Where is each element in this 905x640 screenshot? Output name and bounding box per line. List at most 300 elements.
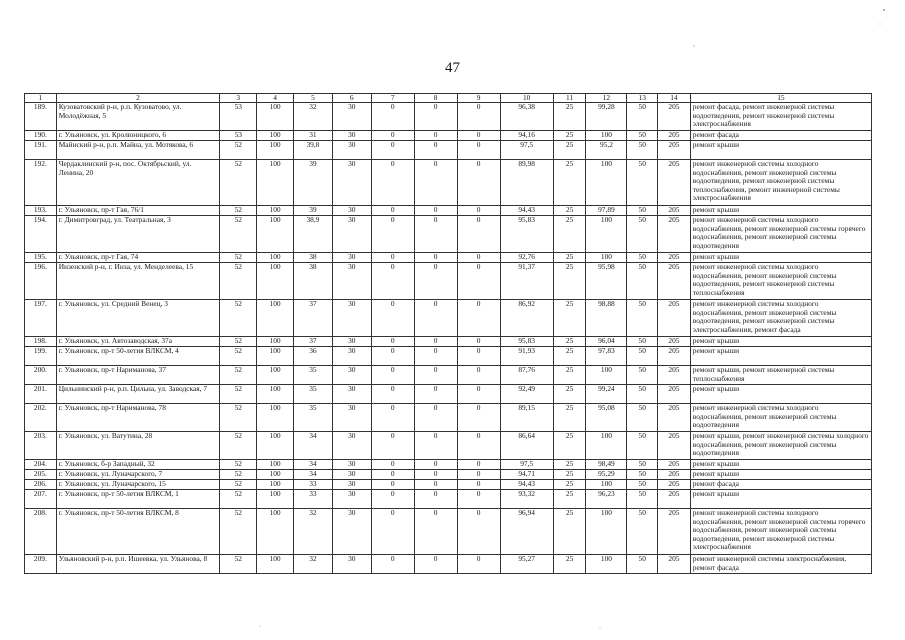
col-9-value: 0 xyxy=(457,216,500,253)
col-3-value: 52 xyxy=(220,480,257,490)
col-3-value: 52 xyxy=(220,206,257,216)
table-row xyxy=(25,432,872,460)
col-6-value: 30 xyxy=(332,432,371,460)
address: г. Ульяновск, пр-т Нариманова, 78 xyxy=(56,404,220,432)
col-7-value: 0 xyxy=(371,160,414,206)
col-5-value: 39 xyxy=(293,206,332,216)
row-number: 197. xyxy=(25,300,57,337)
col-9-value: 0 xyxy=(457,160,500,206)
table-row xyxy=(25,460,872,470)
col-11-value: 25 xyxy=(553,460,586,470)
col-3-value: 52 xyxy=(220,460,257,470)
col-header-3: 3 xyxy=(220,94,257,103)
table-row xyxy=(25,131,872,141)
col-10-value: 92,49 xyxy=(500,385,553,404)
col-10-value: 91,93 xyxy=(500,347,553,366)
col-7-value: 0 xyxy=(371,131,414,141)
col-3-value: 52 xyxy=(220,385,257,404)
col-9-value: 0 xyxy=(457,263,500,300)
repair-works: ремонт инженерной системы электроснабжения, ремонт фасада xyxy=(690,555,871,574)
col-12-value: 100 xyxy=(586,253,627,263)
col-14-value: 205 xyxy=(658,555,691,574)
table-row xyxy=(25,141,872,160)
col-14-value: 205 xyxy=(658,480,691,490)
col-8-value: 0 xyxy=(414,160,457,206)
col-13-value: 50 xyxy=(627,263,658,300)
col-8-value: 0 xyxy=(414,385,457,404)
table-row xyxy=(25,385,872,404)
col-8-value: 0 xyxy=(414,141,457,160)
col-4-value: 100 xyxy=(257,480,294,490)
repair-works: ремонт фасада, ремонт инженерной системы водоотведения, ремонт инженерной системы электроснабжения xyxy=(690,103,871,131)
col-7-value: 0 xyxy=(371,253,414,263)
col-11-value: 25 xyxy=(553,509,586,555)
col-10-value: 89,15 xyxy=(500,404,553,432)
col-12-value: 100 xyxy=(586,480,627,490)
col-13-value: 50 xyxy=(627,300,658,337)
address: г. Ульяновск, ул. Средний Венец, 3 xyxy=(56,300,220,337)
address: Инзенский р-н, г. Инза, ул. Менделеева, 15 xyxy=(56,263,220,300)
col-6-value: 30 xyxy=(332,490,371,509)
col-14-value: 205 xyxy=(658,490,691,509)
col-10-value: 92,76 xyxy=(500,253,553,263)
col-8-value: 0 xyxy=(414,103,457,131)
col-header-15: 15 xyxy=(690,94,871,103)
col-12-value: 96,23 xyxy=(586,490,627,509)
col-11-value: 25 xyxy=(553,216,586,253)
col-9-value: 0 xyxy=(457,103,500,131)
col-4-value: 100 xyxy=(257,404,294,432)
col-6-value: 30 xyxy=(332,555,371,574)
repair-works: ремонт крыши xyxy=(690,337,871,347)
row-number: 190. xyxy=(25,131,57,141)
col-14-value: 205 xyxy=(658,253,691,263)
col-9-value: 0 xyxy=(457,460,500,470)
col-6-value: 30 xyxy=(332,263,371,300)
col-3-value: 52 xyxy=(220,160,257,206)
col-7-value: 0 xyxy=(371,432,414,460)
col-11-value: 25 xyxy=(553,160,586,206)
col-5-value: 33 xyxy=(293,480,332,490)
col-13-value: 50 xyxy=(627,206,658,216)
row-number: 195. xyxy=(25,253,57,263)
col-4-value: 100 xyxy=(257,460,294,470)
col-13-value: 50 xyxy=(627,253,658,263)
table-row xyxy=(25,555,872,574)
col-8-value: 0 xyxy=(414,555,457,574)
repair-works: ремонт крыши xyxy=(690,490,871,509)
col-11-value: 25 xyxy=(553,131,586,141)
address: г. Ульяновск, пр-т Нариманова, 37 xyxy=(56,366,220,385)
col-4-value: 100 xyxy=(257,337,294,347)
col-13-value: 50 xyxy=(627,490,658,509)
col-11-value: 25 xyxy=(553,555,586,574)
col-5-value: 39,8 xyxy=(293,141,332,160)
col-4-value: 100 xyxy=(257,206,294,216)
col-10-value: 86,92 xyxy=(500,300,553,337)
document-sheet xyxy=(24,93,872,574)
col-4-value: 100 xyxy=(257,366,294,385)
col-12-value: 100 xyxy=(586,366,627,385)
col-13-value: 50 xyxy=(627,160,658,206)
column-number-row xyxy=(25,94,872,103)
col-10-value: 96,38 xyxy=(500,103,553,131)
row-number: 198. xyxy=(25,337,57,347)
page-number: 47 xyxy=(445,60,460,76)
col-13-value: 50 xyxy=(627,141,658,160)
col-9-value: 0 xyxy=(457,480,500,490)
col-6-value: 30 xyxy=(332,460,371,470)
table-row xyxy=(25,300,872,337)
col-14-value: 205 xyxy=(658,131,691,141)
col-6-value: 30 xyxy=(332,206,371,216)
col-10-value: 91,37 xyxy=(500,263,553,300)
col-3-value: 52 xyxy=(220,404,257,432)
col-header-14: 14 xyxy=(658,94,691,103)
row-number: 189. xyxy=(25,103,57,131)
row-number: 193. xyxy=(25,206,57,216)
col-14-value: 205 xyxy=(658,206,691,216)
col-12-value: 98,88 xyxy=(586,300,627,337)
row-number: 194. xyxy=(25,216,57,253)
col-11-value: 25 xyxy=(553,253,586,263)
col-10-value: 97,5 xyxy=(500,141,553,160)
address: Чердаклинский р-н, пос. Октябрьский, ул. Ленина, 20 xyxy=(56,160,220,206)
col-10-value: 93,32 xyxy=(500,490,553,509)
col-6-value: 30 xyxy=(332,366,371,385)
col-12-value: 100 xyxy=(586,216,627,253)
table-row xyxy=(25,347,872,366)
col-header-1: 1 xyxy=(25,94,57,103)
col-10-value: 95,83 xyxy=(500,337,553,347)
col-6-value: 30 xyxy=(332,160,371,206)
col-header-7: 7 xyxy=(371,94,414,103)
col-13-value: 50 xyxy=(627,555,658,574)
col-6-value: 30 xyxy=(332,216,371,253)
col-13-value: 50 xyxy=(627,103,658,131)
col-10-value: 97,5 xyxy=(500,460,553,470)
row-number: 204. xyxy=(25,460,57,470)
col-10-value: 94,71 xyxy=(500,470,553,480)
address: г. Ульяновск, б-р Западный, 32 xyxy=(56,460,220,470)
col-13-value: 50 xyxy=(627,216,658,253)
repair-works: ремонт крыши xyxy=(690,141,871,160)
col-8-value: 0 xyxy=(414,460,457,470)
repair-works: ремонт инженерной системы холодного водоснабжения, ремонт инженерной системы горячего водоснабжения, ремонт инженерной системы водоотведения xyxy=(690,216,871,253)
col-14-value: 205 xyxy=(658,460,691,470)
col-9-value: 0 xyxy=(457,509,500,555)
address: г. Ульяновск, пр-т Гая, 76/1 xyxy=(56,206,220,216)
row-number: 205. xyxy=(25,470,57,480)
col-3-value: 53 xyxy=(220,131,257,141)
table-row xyxy=(25,337,872,347)
col-6-value: 30 xyxy=(332,480,371,490)
repair-works: ремонт крыши xyxy=(690,253,871,263)
col-13-value: 50 xyxy=(627,480,658,490)
col-5-value: 35 xyxy=(293,404,332,432)
col-7-value: 0 xyxy=(371,263,414,300)
col-10-value: 94,43 xyxy=(500,480,553,490)
col-12-value: 95,29 xyxy=(586,470,627,480)
col-9-value: 0 xyxy=(457,366,500,385)
col-12-value: 100 xyxy=(586,432,627,460)
col-14-value: 205 xyxy=(658,141,691,160)
col-5-value: 34 xyxy=(293,432,332,460)
row-number: 207. xyxy=(25,490,57,509)
col-12-value: 100 xyxy=(586,509,627,555)
row-number: 209. xyxy=(25,555,57,574)
col-11-value: 25 xyxy=(553,385,586,404)
address: г. Ульяновск, ул. Луначарского, 7 xyxy=(56,470,220,480)
address: г. Ульяновск, ул. Автозаводская, 37а xyxy=(56,337,220,347)
col-4-value: 100 xyxy=(257,470,294,480)
col-5-value: 39 xyxy=(293,160,332,206)
col-14-value: 205 xyxy=(658,470,691,480)
col-7-value: 0 xyxy=(371,300,414,337)
col-9-value: 0 xyxy=(457,470,500,480)
col-11-value: 25 xyxy=(553,366,586,385)
col-8-value: 0 xyxy=(414,509,457,555)
row-number: 200. xyxy=(25,366,57,385)
col-9-value: 0 xyxy=(457,432,500,460)
col-7-value: 0 xyxy=(371,103,414,131)
col-12-value: 95,08 xyxy=(586,404,627,432)
col-4-value: 100 xyxy=(257,490,294,509)
col-10-value: 89,98 xyxy=(500,160,553,206)
col-header-11: 11 xyxy=(553,94,586,103)
table-row xyxy=(25,206,872,216)
row-number: 196. xyxy=(25,263,57,300)
col-8-value: 0 xyxy=(414,263,457,300)
col-3-value: 52 xyxy=(220,337,257,347)
col-3-value: 52 xyxy=(220,470,257,480)
col-6-value: 30 xyxy=(332,131,371,141)
col-header-13: 13 xyxy=(627,94,658,103)
row-number: 206. xyxy=(25,480,57,490)
col-10-value: 94,43 xyxy=(500,206,553,216)
col-9-value: 0 xyxy=(457,385,500,404)
col-4-value: 100 xyxy=(257,160,294,206)
table-row xyxy=(25,263,872,300)
col-7-value: 0 xyxy=(371,337,414,347)
col-14-value: 205 xyxy=(658,216,691,253)
col-12-value: 99,24 xyxy=(586,385,627,404)
col-6-value: 30 xyxy=(332,253,371,263)
col-14-value: 205 xyxy=(658,337,691,347)
col-9-value: 0 xyxy=(457,253,500,263)
col-4-value: 100 xyxy=(257,253,294,263)
col-8-value: 0 xyxy=(414,131,457,141)
col-8-value: 0 xyxy=(414,366,457,385)
col-11-value: 25 xyxy=(553,404,586,432)
row-number: 208. xyxy=(25,509,57,555)
col-3-value: 52 xyxy=(220,300,257,337)
repair-works: ремонт инженерной системы холодного водоснабжения, ремонт инженерной системы водоотведения, ремонт инженерной системы теплоснабжения, ремонт инженерной системы электроснабжения xyxy=(690,160,871,206)
col-11-value: 25 xyxy=(553,490,586,509)
col-10-value: 86,64 xyxy=(500,432,553,460)
table-row xyxy=(25,509,872,555)
col-12-value: 100 xyxy=(586,160,627,206)
col-header-5: 5 xyxy=(293,94,332,103)
col-9-value: 0 xyxy=(457,206,500,216)
col-4-value: 100 xyxy=(257,432,294,460)
col-14-value: 205 xyxy=(658,300,691,337)
col-8-value: 0 xyxy=(414,347,457,366)
col-12-value: 99,28 xyxy=(586,103,627,131)
repair-works: ремонт инженерной системы холодного водоснабжения, ремонт инженерной системы горячего водоснабжения, ремонт инженерной системы водоотведения, ремонт инженерной системы электроснабжения xyxy=(690,509,871,555)
col-7-value: 0 xyxy=(371,385,414,404)
col-7-value: 0 xyxy=(371,509,414,555)
col-4-value: 100 xyxy=(257,509,294,555)
col-11-value: 25 xyxy=(553,480,586,490)
col-5-value: 35 xyxy=(293,385,332,404)
address: Ульяновский р-н, р.п. Ишеевка, ул. Ульянова, 8 xyxy=(56,555,220,574)
col-9-value: 0 xyxy=(457,404,500,432)
col-6-value: 30 xyxy=(332,103,371,131)
col-3-value: 52 xyxy=(220,216,257,253)
col-5-value: 37 xyxy=(293,337,332,347)
col-11-value: 25 xyxy=(553,470,586,480)
col-13-value: 50 xyxy=(627,337,658,347)
col-13-value: 50 xyxy=(627,404,658,432)
col-3-value: 52 xyxy=(220,141,257,160)
col-5-value: 34 xyxy=(293,460,332,470)
repair-works: ремонт крыши xyxy=(690,347,871,366)
col-header-12: 12 xyxy=(586,94,627,103)
table-row xyxy=(25,216,872,253)
col-6-value: 30 xyxy=(332,509,371,555)
col-7-value: 0 xyxy=(371,470,414,480)
col-11-value: 25 xyxy=(553,432,586,460)
address: Цильнинский р-н, р.п. Цильна, ул. Заводская, 7 xyxy=(56,385,220,404)
col-7-value: 0 xyxy=(371,206,414,216)
col-14-value: 205 xyxy=(658,509,691,555)
col-6-value: 30 xyxy=(332,300,371,337)
col-header-4: 4 xyxy=(257,94,294,103)
col-7-value: 0 xyxy=(371,490,414,509)
address: г. Ульяновск, ул. Кролюницкого, 6 xyxy=(56,131,220,141)
col-11-value: 25 xyxy=(553,206,586,216)
col-9-value: 0 xyxy=(457,337,500,347)
col-3-value: 52 xyxy=(220,509,257,555)
col-7-value: 0 xyxy=(371,404,414,432)
col-header-8: 8 xyxy=(414,94,457,103)
row-number: 199. xyxy=(25,347,57,366)
col-12-value: 100 xyxy=(586,555,627,574)
col-5-value: 35 xyxy=(293,366,332,385)
col-10-value: 87,76 xyxy=(500,366,553,385)
col-3-value: 52 xyxy=(220,253,257,263)
row-number: 191. xyxy=(25,141,57,160)
col-3-value: 52 xyxy=(220,555,257,574)
col-6-value: 30 xyxy=(332,385,371,404)
col-5-value: 34 xyxy=(293,470,332,480)
repair-works: ремонт крыши xyxy=(690,206,871,216)
address: г. Ульяновск, ул. Ватутина, 28 xyxy=(56,432,220,460)
col-11-value: 25 xyxy=(553,103,586,131)
table-row xyxy=(25,480,872,490)
col-14-value: 205 xyxy=(658,103,691,131)
col-12-value: 98,49 xyxy=(586,460,627,470)
table-row xyxy=(25,253,872,263)
repair-register-table xyxy=(24,93,872,574)
col-9-value: 0 xyxy=(457,555,500,574)
col-12-value: 96,04 xyxy=(586,337,627,347)
col-6-value: 30 xyxy=(332,347,371,366)
col-10-value: 96,94 xyxy=(500,509,553,555)
col-6-value: 30 xyxy=(332,141,371,160)
col-6-value: 30 xyxy=(332,404,371,432)
col-6-value: 30 xyxy=(332,470,371,480)
col-8-value: 0 xyxy=(414,253,457,263)
repair-works: ремонт инженерной системы холодного водоснабжения, ремонт инженерной системы водоотведения, ремонт инженерной системы теплоснабжения xyxy=(690,263,871,300)
col-5-value: 33 xyxy=(293,490,332,509)
col-12-value: 100 xyxy=(586,131,627,141)
col-11-value: 25 xyxy=(553,263,586,300)
address: г. Димитровград, ул. Театральная, 3 xyxy=(56,216,220,253)
col-header-10: 10 xyxy=(500,94,553,103)
table-row xyxy=(25,404,872,432)
col-13-value: 50 xyxy=(627,460,658,470)
col-3-value: 52 xyxy=(220,263,257,300)
col-8-value: 0 xyxy=(414,216,457,253)
col-7-value: 0 xyxy=(371,141,414,160)
col-5-value: 31 xyxy=(293,131,332,141)
col-14-value: 205 xyxy=(658,160,691,206)
col-5-value: 38 xyxy=(293,263,332,300)
row-number: 202. xyxy=(25,404,57,432)
col-4-value: 100 xyxy=(257,263,294,300)
col-5-value: 36 xyxy=(293,347,332,366)
repair-works: ремонт крыши xyxy=(690,385,871,404)
col-5-value: 38,9 xyxy=(293,216,332,253)
col-7-value: 0 xyxy=(371,347,414,366)
col-10-value: 95,83 xyxy=(500,216,553,253)
col-3-value: 52 xyxy=(220,347,257,366)
col-4-value: 100 xyxy=(257,555,294,574)
address: Майнский р-н, р.п. Майна, ул. Мотякова, 6 xyxy=(56,141,220,160)
col-12-value: 95,2 xyxy=(586,141,627,160)
address: Кузоватовский р-н, р.п. Кузоватово, ул. Молодёжная, 5 xyxy=(56,103,220,131)
col-14-value: 205 xyxy=(658,263,691,300)
col-4-value: 100 xyxy=(257,103,294,131)
col-13-value: 50 xyxy=(627,347,658,366)
col-9-value: 0 xyxy=(457,300,500,337)
col-7-value: 0 xyxy=(371,216,414,253)
col-3-value: 53 xyxy=(220,103,257,131)
col-3-value: 52 xyxy=(220,490,257,509)
table-body xyxy=(25,103,872,574)
col-14-value: 205 xyxy=(658,347,691,366)
col-7-value: 0 xyxy=(371,480,414,490)
col-13-value: 50 xyxy=(627,470,658,480)
col-12-value: 95,98 xyxy=(586,263,627,300)
col-8-value: 0 xyxy=(414,490,457,509)
col-14-value: 205 xyxy=(658,385,691,404)
col-7-value: 0 xyxy=(371,555,414,574)
repair-works: ремонт крыши xyxy=(690,460,871,470)
col-6-value: 30 xyxy=(332,337,371,347)
col-11-value: 25 xyxy=(553,337,586,347)
col-header-6: 6 xyxy=(332,94,371,103)
col-3-value: 52 xyxy=(220,366,257,385)
col-4-value: 100 xyxy=(257,131,294,141)
repair-works: ремонт инженерной системы холодного водоснабжения, ремонт инженерной системы водоотведения xyxy=(690,404,871,432)
col-11-value: 25 xyxy=(553,141,586,160)
col-4-value: 100 xyxy=(257,385,294,404)
col-12-value: 97,83 xyxy=(586,347,627,366)
table-row xyxy=(25,366,872,385)
